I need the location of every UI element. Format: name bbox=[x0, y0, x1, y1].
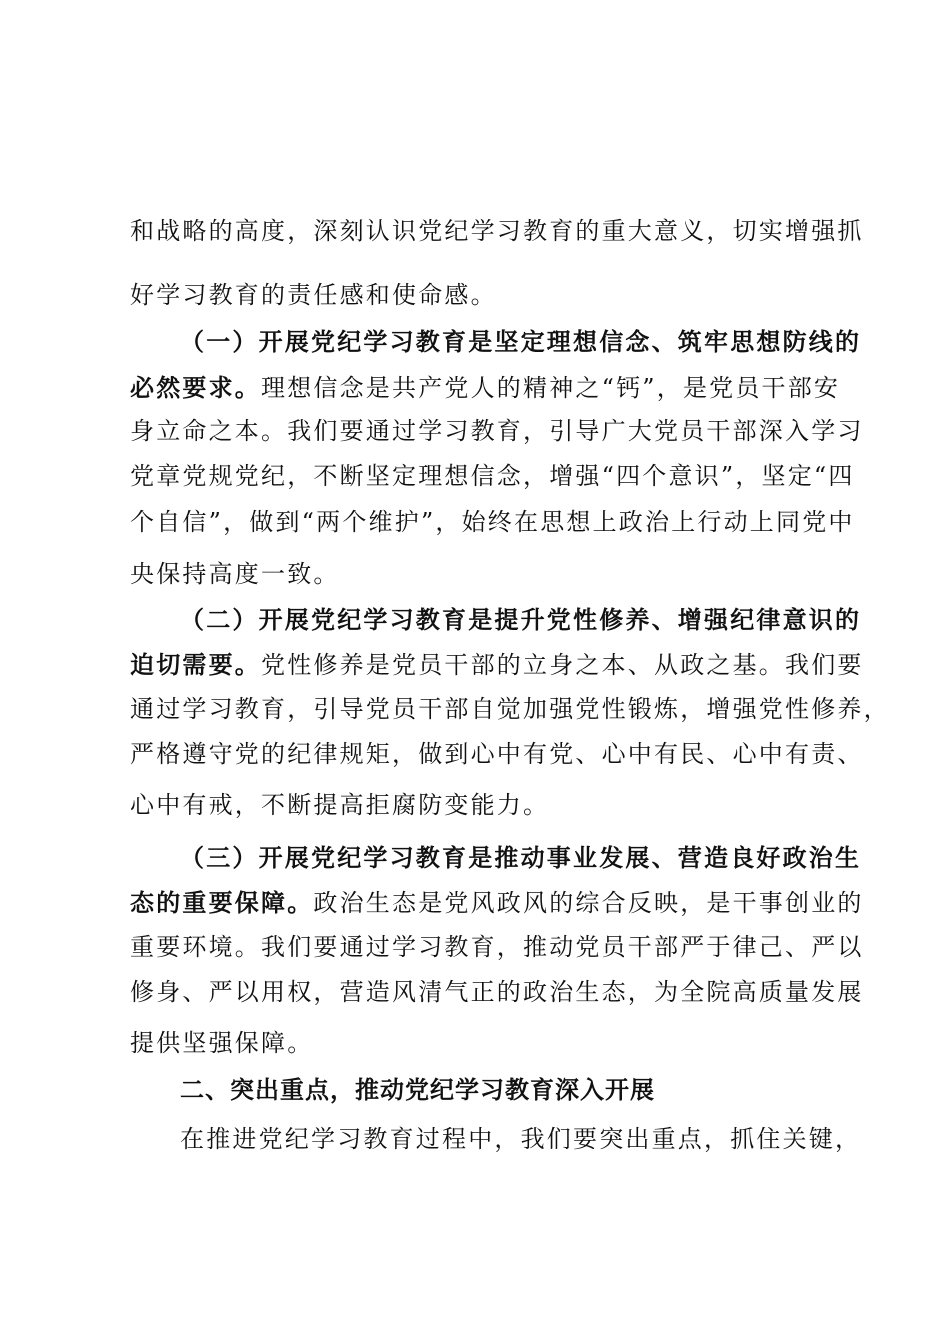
section-title-tail: 迫切需要。 bbox=[130, 650, 261, 679]
paragraph-line: 提供坚强保障。 bbox=[130, 1029, 314, 1057]
paragraph-text: 理想信念是共产党人的精神之“钙”，是党员干部安 bbox=[261, 374, 841, 402]
paragraph-line: 和战略的高度，深刻认识党纪学习教育的重大意义，切实增强抓 bbox=[130, 217, 864, 245]
paragraph-line: 身立命之本。我们要通过学习教育，引导广大党员干部深入学习 bbox=[130, 417, 864, 445]
paragraph-line: 通过学习教育，引导党员干部自觉加强党性锻炼，增强党性修养， bbox=[130, 695, 890, 723]
paragraph-text: 政治生态是党风政风的综合反映，是干事创业的 bbox=[313, 889, 864, 917]
paragraph-line bbox=[130, 648, 864, 682]
paragraph-line bbox=[130, 886, 864, 920]
section-heading: 二、突出重点，推动党纪学习教育深入开展 bbox=[180, 1076, 655, 1104]
paragraph-line: 党章党规党纪，不断坚定理想信念，增强“四个意识”，坚定“四 bbox=[130, 462, 855, 490]
section-title: （一）开展党纪学习教育是坚定理想信念、筑牢思想防线的 bbox=[180, 327, 862, 356]
paragraph-line: 好学习教育的责任感和使命感。 bbox=[130, 281, 497, 309]
paragraph-line: 重要环境。我们要通过学习教育，推动党员干部严于律己、严以 bbox=[130, 933, 864, 961]
paragraph-text: 党性修养是党员干部的立身之本、从政之基。我们要 bbox=[261, 651, 864, 679]
section-title-tail: 态的重要保障。 bbox=[130, 888, 314, 917]
paragraph-line: 央保持高度一致。 bbox=[130, 560, 340, 588]
paragraph-line bbox=[130, 371, 841, 405]
paragraph-line: 个自信”，做到“两个维护”，始终在思想上政治上行动上同党中 bbox=[130, 508, 855, 536]
section-title-tail: 必然要求。 bbox=[130, 373, 261, 402]
paragraph-line: 心中有戒，不断提高拒腐防变能力。 bbox=[130, 791, 550, 819]
paragraph-line: 修身、严以用权，营造风清气正的政治生态，为全院高质量发展 bbox=[130, 978, 864, 1006]
section-title: （二）开展党纪学习教育是提升党性修养、增强纪律意识的 bbox=[180, 605, 862, 634]
paragraph-line: 严格遵守党的纪律规矩，做到心中有党、心中有民、心中有责、 bbox=[130, 740, 864, 768]
paragraph-line: 在推进党纪学习教育过程中，我们要突出重点，抓住关键， bbox=[180, 1125, 862, 1153]
section-title: （三）开展党纪学习教育是推动事业发展、营造良好政治生 bbox=[180, 843, 862, 872]
